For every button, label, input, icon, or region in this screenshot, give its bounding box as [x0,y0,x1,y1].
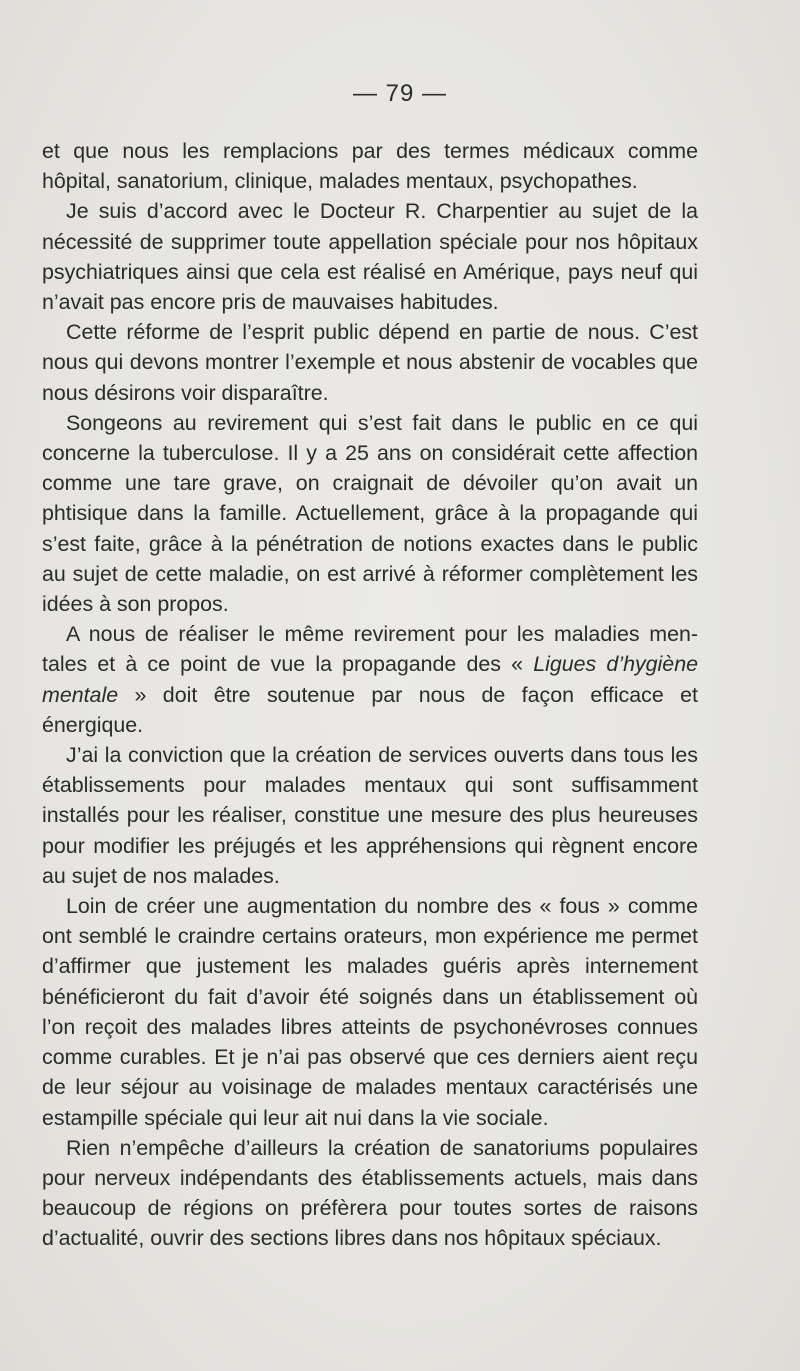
paragraph-2: Je suis d’accord avec le Docteur R. Charpentier au sujet de la nécessité de supprimer toute appellation spéciale pour nos hôpitaux psychiatriques ainsi que cela est réalisé en Amérique, pays neuf qui n’avait pas encore pris de mauvaises habitudes. [42,199,698,315]
paragraph-5 [42,619,698,740]
paragraph-3: Cette réforme de l’esprit public dépend en partie de nous. C’est nous qui devons montrer l’exemple et nous abstenir de vocables que nous désirons voir disparaître. [42,320,698,405]
paragraph-5-text-before: A nous de réaliser le même revirement pour les maladies mentales et à ce point de vue la propagande des « [42,622,698,677]
page-number: — 79 — [352,80,448,107]
paragraph-8: Rien n’empêche d’ailleurs la création de sanatoriums populaires pour nerveux indépendants des établissements actuels, mais dans beaucoup de régions on préfèrera pour toutes sortes de raisons d’actualité, ouvrir des sections libres dans nos hôpitaux spéciaux. [42,1135,698,1251]
paragraph-6: J’ai la conviction que la création de services ouverts dans tous les établissements pour malades mentaux qui sont suffisamment installés pour les réaliser, constitue une mesure des plus heureuses pour modifier les préjugés et les appréhensions qui règnent encore au sujet de nos malades. [42,743,698,888]
body-text [42,136,698,1254]
ligues-hygiene-mentale-title: Ligues d’hygiène mentale [42,652,698,707]
paragraph-1: et que nous les remplacions par des termes médicaux comme hôpital, sanatorium, clinique, malades mentaux, psychopathes. [42,139,698,194]
paragraph-7: Loin de créer une augmentation du nombre des « fous » comme ont semblé le craindre certains orateurs, mon expérience me permet d’affirmer que justement les malades guéris après internement bénéficieront du fait d’avoir été soignés dans un établissement où l’on reçoit des malades libres atteints de psychonévroses connues comme curables. Et je n’ai pas observé que ces derniers aient reçu de leur séjour au voisinage de malades mentaux caractérisés une estampille spéciale qui leur ait nui dans la vie sociale. [42,894,698,1130]
paragraph-5-text-after: » doit être soutenue par nous de façon efficace et énergique. [42,682,698,737]
paragraph-4: Songeons au revirement qui s’est fait dans le public en ce qui concerne la tuberculose. Il y a 25 ans on considérait cette affection comme une tare grave, on craignait de dévoiler qu’on avait un phtisique dans la famille. Actuellement, grâce à la propagande qui s’est faite, grâce à la pénétration de notions exactes dans le public au sujet de cette maladie, on est arrivé à réformer complètement les idées à son propos. [42,410,698,617]
